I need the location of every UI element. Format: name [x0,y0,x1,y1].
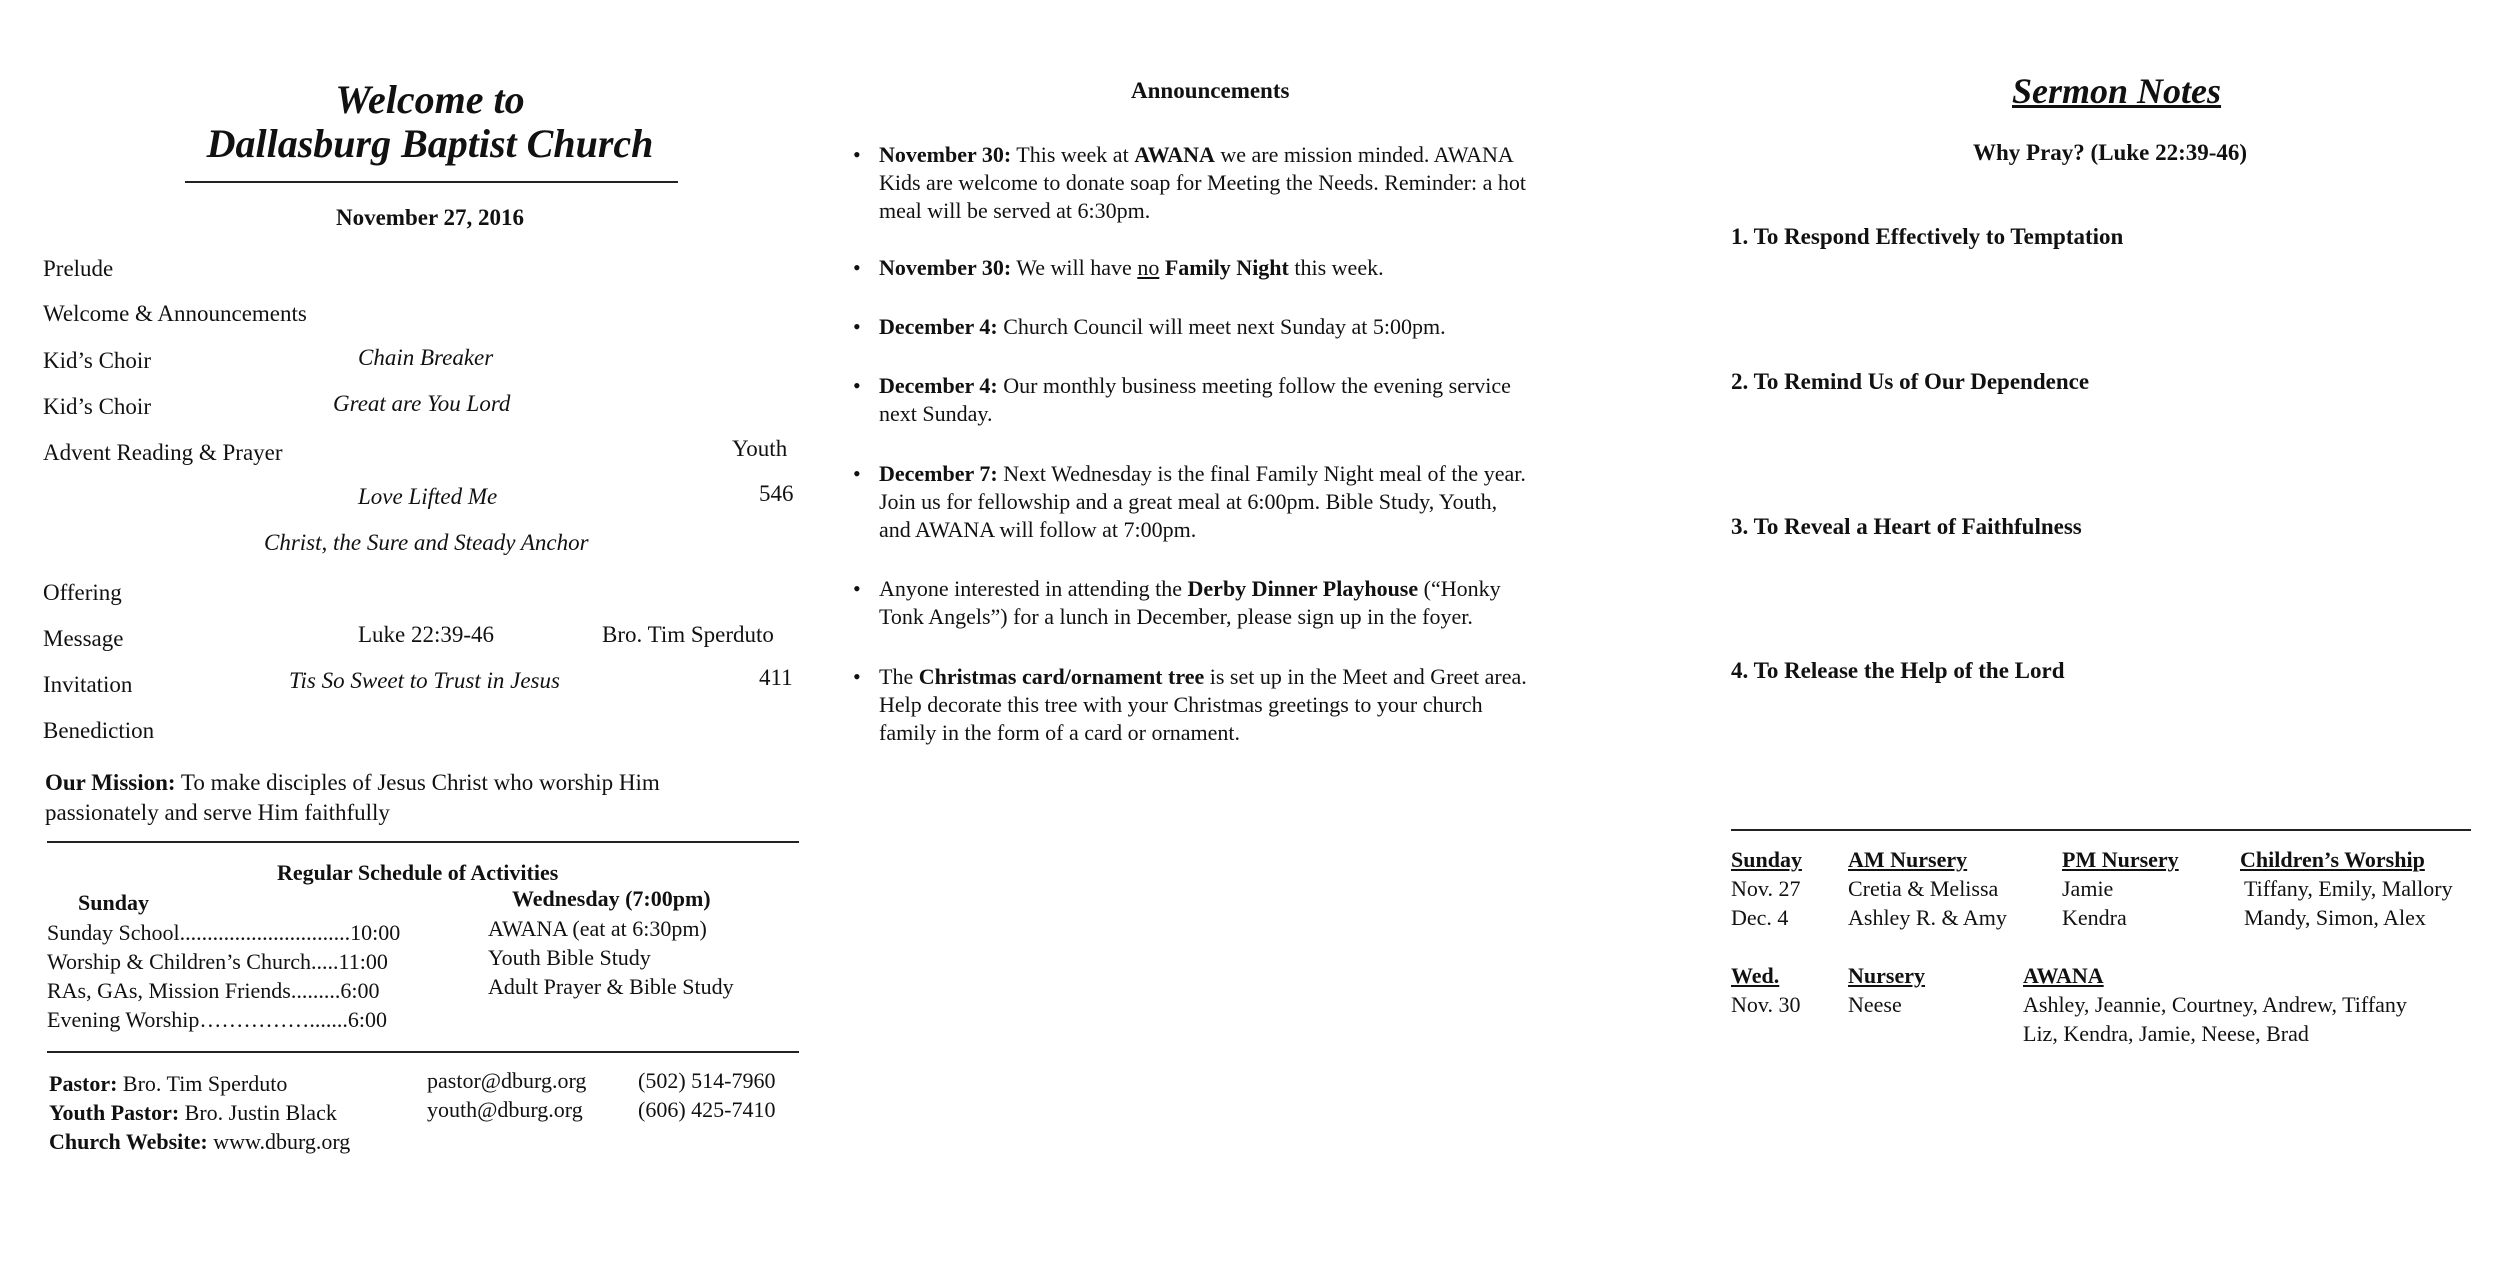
youth-pastor-phone: (606) 425-7410 [638,1097,776,1122]
announcement-item [879,663,1624,747]
announcement-text: Church Council will meet next Sunday at 5:00pm. [1003,314,1446,339]
table-cell: Nov. 27 [1731,876,1801,901]
website-line [49,1129,350,1155]
announcement-item [879,141,1624,225]
pastor-phone: (502) 514-7960 [638,1068,776,1093]
table-cell: Tiffany, Emily, Mallory [2244,876,2453,901]
mission-label: Our Mission: [45,770,176,795]
list-item: RAs, GAs, Mission Friends.........6:00 [47,978,380,1003]
announcement-text: Anyone interested in attending the [879,576,1183,601]
table-cell: Ashley, Jeannie, Courtney, Andrew, Tiffany [2023,992,2407,1017]
wed-nursery-head: Nursery [1848,963,1925,988]
list-item: Sunday School...............................10:00 [47,920,401,945]
sermon-point-1: 1. To Respond Effectively to Temptation [1731,224,2124,249]
schedule-wednesday-head: Wednesday (7:00pm) [512,886,711,911]
song-great-are-you-lord: Great are You Lord [333,391,511,416]
announcement-date: December 7: [879,461,998,486]
hymn-546: 546 [759,481,794,506]
childrens-worship-head: Children’s Worship [2240,847,2425,872]
table-cell: Jamie [2062,876,2114,901]
announcement-date: December 4: [879,314,998,339]
title-divider [185,181,678,183]
table-cell: Dec. 4 [1731,905,1789,930]
schedule-sunday-head: Sunday [78,890,149,915]
order-invitation: Invitation [43,672,133,697]
announcement-text: and AWANA will follow at 7:00pm. [879,517,1197,542]
announcement-emphasis: Family Night [1164,255,1289,280]
table-cell: Kendra [2062,905,2127,930]
announcement-item [879,460,1624,544]
announcement-text: we are mission minded. AWANA [1220,142,1514,167]
announcement-text: Tonk Angels”) for a lunch in December, please sign up in the foyer. [879,604,1473,629]
service-date: November 27, 2016 [335,205,525,230]
sermon-notes-title: Sermon Notes [2012,71,2222,111]
wednesday-schedule-list [488,914,734,1001]
announcement-text: Our monthly business meeting follow the evening service [1003,373,1511,398]
list-item: Worship & Children’s Church.....11:00 [47,949,388,974]
table-cell: Neese [1848,992,1902,1017]
announcement-item [879,372,1624,428]
song-tis-so-sweet: Tis So Sweet to Trust in Jesus [289,668,560,693]
announcement-emphasis: Derby Dinner Playhouse [1187,576,1419,601]
order-benediction: Benediction [43,718,155,743]
nursery-sunday-head: Sunday [1731,847,1802,872]
announcement-item [879,575,1624,631]
song-chain-breaker: Chain Breaker [358,345,494,370]
announcement-text: (“Honky [1423,576,1501,601]
mission-statement [45,770,660,796]
list-item: Youth Bible Study [488,945,651,970]
sermon-subtitle: Why Pray? (Luke 22:39-46) [1973,140,2248,165]
announcement-item [879,254,1624,282]
pastor-line [49,1071,287,1097]
table-cell: Liz, Kendra, Jamie, Neese, Brad [2023,1021,2309,1046]
order-advent-reading: Advent Reading & Prayer [43,440,283,465]
mission-text-1: To make disciples of Jesus Christ who worship Him [180,770,660,795]
hymn-411: 411 [759,665,793,690]
announcement-date: December 4: [879,373,998,398]
announcement-emphasis: no [1137,255,1160,280]
song-christ-sure-anchor: Christ, the Sure and Steady Anchor [264,530,589,555]
mission-divider [47,841,799,843]
announcement-date: November 30: [879,142,1012,167]
announcement-emphasis: Christmas card/ornament tree [918,664,1205,689]
youth-pastor-email: youth@dburg.org [427,1097,583,1122]
order-offering: Offering [43,580,122,605]
website-label: Church Website: [49,1129,208,1154]
advent-reader: Youth [732,436,788,461]
sermon-point-2: 2. To Remind Us of Our Dependence [1731,369,2090,394]
sunday-schedule-list [47,918,400,1034]
sermon-point-3: 3. To Reveal a Heart of Faithfulness [1731,514,2082,539]
am-nursery-head: AM Nursery [1848,847,1968,872]
message-scripture: Luke 22:39-46 [358,622,495,647]
order-message: Message [43,626,124,651]
announcement-item [879,313,1624,341]
website-url: www.dburg.org [213,1129,351,1154]
table-cell: Ashley R. & Amy [1848,905,2007,930]
sermon-point-4: 4. To Release the Help of the Lord [1731,658,2065,683]
welcome-title-line1: Welcome to [335,77,525,122]
order-prelude: Prelude [43,256,114,281]
announcement-text: is set up in the Meet and Greet area. [1209,664,1527,689]
welcome-title-line2: Dallasburg Baptist Church [206,121,654,166]
announcement-text: Help decorate this tree with your Christmas greetings to your church [879,692,1483,717]
announcement-text: Next Wednesday is the final Family Night meal of the year. [1003,461,1526,486]
announcement-text: We will have [1016,255,1132,280]
order-welcome: Welcome & Announcements [43,301,307,326]
announcement-text: Kids are welcome to donate soap for Meeting the Needs. Reminder: a hot [879,170,1526,195]
announcement-text: Join us for fellowship and a great meal at 6:00pm. Bible Study, Youth, [879,489,1498,514]
announcement-text: This week at [1016,142,1129,167]
wed-head: Wed. [1731,963,1780,988]
table-cell: Nov. 30 [1731,992,1801,1017]
list-item: AWANA (eat at 6:30pm) [488,916,707,941]
song-love-lifted-me: Love Lifted Me [358,484,498,509]
youth-pastor-label: Youth Pastor: [49,1100,180,1125]
order-kids-choir-2: Kid’s Choir [43,394,151,419]
table-cell: Mandy, Simon, Alex [2244,905,2426,930]
mission-text-2: passionately and serve Him faithfully [45,800,390,825]
announcement-text: this week. [1294,255,1384,280]
pastor-name: Bro. Tim Sperduto [122,1071,288,1096]
schedule-title: Regular Schedule of Activities [277,860,559,885]
announcement-emphasis: AWANA [1134,142,1215,167]
table-cell: Cretia & Melissa [1848,876,1999,901]
nursery-divider [1731,829,2471,831]
pastor-email: pastor@dburg.org [427,1068,587,1093]
youth-pastor-name: Bro. Justin Black [184,1100,337,1125]
awana-head: AWANA [2023,963,2104,988]
announcement-text: next Sunday. [879,401,993,426]
pm-nursery-head: PM Nursery [2062,847,2179,872]
announcement-text: meal will be served at 6:30pm. [879,198,1151,223]
schedule-divider [47,1051,799,1053]
announcement-text: The [879,664,914,689]
list-item: Adult Prayer & Bible Study [488,974,734,999]
pastor-label: Pastor: [49,1071,118,1096]
list-item: Evening Worship…………….......6:00 [47,1007,388,1032]
announcement-text: family in the form of a card or ornament. [879,720,1241,745]
message-speaker: Bro. Tim Sperduto [602,622,774,647]
youth-pastor-line [49,1100,337,1126]
announcement-date: November 30: [879,255,1012,280]
announcements-title: Announcements [1131,78,1290,103]
order-kids-choir-1: Kid’s Choir [43,348,151,373]
